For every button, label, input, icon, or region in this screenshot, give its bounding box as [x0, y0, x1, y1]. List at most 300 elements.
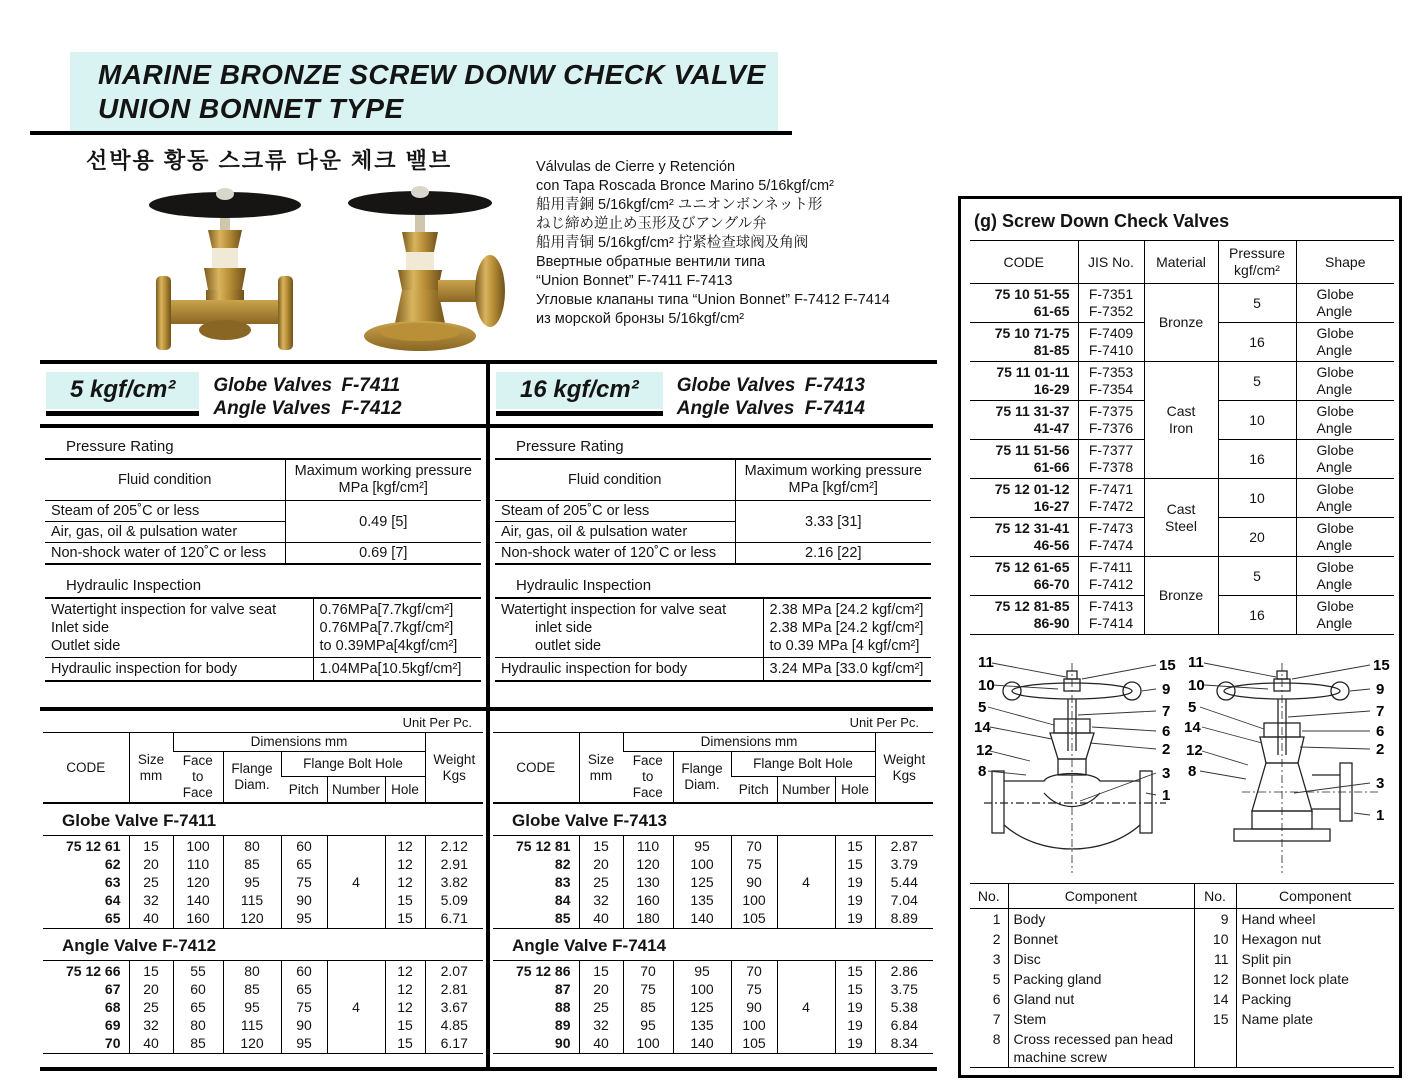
- component-no: 5: [992, 971, 1001, 987]
- text-line: 90: [554, 1035, 571, 1051]
- size-cell: [579, 836, 623, 929]
- text-line: Angle: [1316, 576, 1353, 592]
- text-line: 25: [593, 874, 609, 890]
- table-row: [970, 362, 1394, 401]
- text-line: Globe: [1316, 520, 1354, 536]
- material-cell: [1144, 362, 1218, 479]
- text-line: Angle: [1316, 342, 1353, 358]
- component-row: [970, 909, 1394, 930]
- component-no: [1194, 1029, 1236, 1068]
- angle-valve-photo: [348, 186, 505, 351]
- text-line: 12: [397, 963, 413, 979]
- text-line: 3.67: [440, 999, 468, 1015]
- text-line: 70: [746, 838, 762, 854]
- max-pressure-header: [285, 459, 481, 501]
- text-line: 15: [847, 981, 863, 997]
- pressure-value: 0.69 [7]: [285, 543, 481, 565]
- text-line: 100: [742, 892, 766, 908]
- text-line: 140: [690, 1035, 714, 1051]
- col-hole: Hole: [385, 777, 425, 803]
- text-line: 105: [742, 1035, 766, 1051]
- text-line: 70: [104, 1035, 121, 1051]
- text-line: 60: [190, 981, 206, 997]
- text-line: 41-47: [1033, 420, 1070, 436]
- text-line: 20: [593, 981, 609, 997]
- callout-number: 7: [1376, 703, 1385, 720]
- col-size: [579, 733, 623, 804]
- jis-cell: [1078, 518, 1144, 557]
- text-line: 87: [554, 981, 571, 997]
- callout-number: 12: [1186, 742, 1203, 759]
- text-line: 15: [847, 856, 863, 872]
- hole-cell: [835, 836, 875, 929]
- text-line: 6.71: [440, 910, 468, 926]
- number-cell: 4: [327, 961, 385, 1054]
- header-code: CODE: [970, 241, 1078, 284]
- text-line: 15: [593, 963, 609, 979]
- valve-diagrams: [970, 643, 1394, 881]
- valve-type-label: Angle Valves: [676, 398, 795, 419]
- col-dimensions: Dimensions mm: [623, 733, 875, 752]
- section-16kgf-dimensions: [490, 711, 933, 1063]
- col-pitch: Pitch: [288, 781, 319, 797]
- code-cell: [970, 401, 1078, 440]
- text-line: Angle: [1316, 615, 1353, 631]
- text-line: 40: [593, 1035, 609, 1051]
- callout-number: 10: [1188, 677, 1205, 694]
- text-line: 67: [104, 981, 121, 997]
- text-line: 25: [143, 874, 159, 890]
- body-inspection-label: Hydraulic inspection for body: [45, 658, 313, 682]
- text-line: Angle: [1316, 303, 1353, 319]
- text-line: 80: [244, 838, 260, 854]
- callout-number: 5: [978, 699, 987, 716]
- shape-cell: [1296, 401, 1394, 440]
- text-line: 70: [640, 963, 656, 979]
- title-underline: [30, 131, 792, 135]
- text-line: 95: [296, 1035, 312, 1051]
- jis-cell: [1078, 323, 1144, 362]
- code-cell: [970, 440, 1078, 479]
- callout-number: 1: [1376, 807, 1385, 824]
- text-line: 61-65: [1033, 303, 1070, 319]
- text-line: con Tapa Roscada Bronce Marino 5/16kgf/cm²: [536, 178, 834, 194]
- text-line: Inlet side: [51, 620, 110, 636]
- component-row: [970, 989, 1394, 1009]
- pressure-cell: 5: [1218, 362, 1296, 401]
- text-line: 100: [690, 981, 714, 997]
- text-line: 90: [746, 874, 762, 890]
- text-line: 110: [186, 856, 210, 872]
- pressure-cell: 10: [1218, 401, 1296, 440]
- text-line: MPa [kgf/cm²]: [338, 480, 428, 496]
- text-line: 16-29: [1033, 381, 1070, 397]
- text-line: 15: [143, 963, 159, 979]
- text-line: 19: [847, 892, 863, 908]
- section-5kgf: [40, 364, 486, 1067]
- rating-label: 16 kgf/cm²: [496, 372, 663, 409]
- text-line: 85: [190, 1035, 206, 1051]
- hydraulic-title: Hydraulic Inspection: [66, 577, 202, 594]
- callout-number: 3: [1376, 775, 1385, 792]
- text-line: Flange: [681, 761, 723, 776]
- callout-number: 14: [1184, 719, 1201, 736]
- text-line: Globe: [1316, 403, 1354, 419]
- text-line: 3.75: [890, 981, 918, 997]
- col-weight: [875, 733, 933, 804]
- component-name: Split pin: [1236, 949, 1394, 969]
- shape-cell: [1296, 596, 1394, 635]
- col-hole: Hole: [835, 777, 875, 803]
- max-pressure-header: [735, 459, 931, 501]
- text-line: 20: [593, 856, 609, 872]
- text-line: Face: [632, 753, 663, 768]
- fluid-row: Steam of 205˚C or less: [495, 501, 735, 522]
- pressure-cell: 5: [1218, 557, 1296, 596]
- text-line: 90: [296, 892, 312, 908]
- component-header-name: Component: [1236, 884, 1394, 909]
- component-header-no: No.: [970, 884, 1008, 909]
- text-line: 75 11 01-11: [996, 364, 1070, 380]
- shape-cell: [1296, 557, 1394, 596]
- code-cell: [43, 961, 129, 1054]
- text-line: “Union Bonnet” F-7411 F-7413: [536, 273, 733, 289]
- text-line: Face: [182, 785, 213, 800]
- unit-note: Unit Per Pc.: [849, 715, 919, 730]
- weight-cell: [875, 961, 933, 1054]
- callout-number: 11: [1188, 654, 1204, 671]
- col-code: CODE: [66, 759, 106, 775]
- text-line: Kgs: [442, 767, 466, 783]
- text-line: mm: [589, 767, 613, 783]
- text-line: 20: [143, 856, 159, 872]
- text-line: outlet side: [535, 638, 602, 654]
- code-first: 75 12 66: [66, 963, 121, 979]
- hydraulic-table: [495, 597, 931, 682]
- callout-number: 6: [1376, 723, 1385, 740]
- component-table: [970, 883, 1394, 1068]
- callout-number: 14: [974, 719, 991, 736]
- fluid-condition-header: Fluid condition: [495, 459, 735, 501]
- panel-title: (g) Screw Down Check Valves: [974, 211, 1230, 231]
- number-cell: 4: [777, 961, 835, 1054]
- code-cell: [970, 557, 1078, 596]
- text-line: 75: [296, 999, 312, 1015]
- text-line: F-7411: [1089, 559, 1133, 575]
- text-line: 100: [636, 1035, 660, 1051]
- callout-number: 3: [1162, 765, 1171, 782]
- text-line: 6.17: [440, 1035, 468, 1051]
- text-line: 4.85: [440, 1017, 468, 1033]
- component-row: [970, 969, 1394, 989]
- text-line: MPa [kgf/cm²]: [788, 480, 878, 496]
- component-name: Disc: [1008, 949, 1194, 969]
- col-face: [173, 752, 223, 804]
- flange-cell: [673, 836, 731, 929]
- globe-dimension-table: [493, 835, 933, 929]
- shape-cell: [1296, 518, 1394, 557]
- component-name: Packing: [1236, 989, 1394, 1009]
- text-line: Bronze: [1158, 314, 1204, 330]
- text-line: 65: [104, 910, 121, 926]
- text-line: 75 10 51-55: [994, 286, 1070, 302]
- text-line: Flange: [231, 761, 273, 776]
- text-line: F-7351: [1088, 286, 1134, 302]
- rating-label: 5 kgf/cm²: [46, 372, 199, 409]
- text-line: Weight: [883, 751, 926, 767]
- seat-inspection-label: [45, 598, 313, 658]
- component-no: 12: [1194, 969, 1236, 989]
- text-line: mm: [139, 767, 163, 783]
- fluid-row: Air, gas, oil & pulsation water: [45, 522, 285, 543]
- text-line: F-7353: [1088, 364, 1134, 380]
- text-line: 75: [296, 874, 312, 890]
- text-line: 25: [143, 999, 159, 1015]
- size-cell: [579, 961, 623, 1054]
- seat-inspection-value: [313, 598, 481, 658]
- callout-number: 9: [1162, 681, 1171, 698]
- text-line: F-7409: [1088, 325, 1134, 341]
- spec-grid: [40, 360, 937, 1071]
- valve-type-label: Globe Valves: [213, 375, 333, 396]
- component-no: 11: [1194, 949, 1236, 969]
- component-name: [1236, 1029, 1394, 1068]
- text-line: Угловые клапаны типа “Union Bonnet” F-7412 F-7414: [536, 292, 890, 308]
- text-line: 68: [104, 999, 121, 1015]
- pitch-cell: [281, 836, 327, 929]
- text-line: F-7413: [1088, 598, 1134, 614]
- text-line: Angle: [1316, 420, 1353, 436]
- text-line: Globe: [1316, 559, 1354, 575]
- text-line: 15: [397, 1017, 413, 1033]
- body-inspection-value: 1.04MPa[10.5kgf/cm²]: [313, 658, 481, 682]
- text-line: 100: [690, 856, 714, 872]
- text-line: Globe: [1316, 442, 1354, 458]
- pressure-cell: 16: [1218, 323, 1296, 362]
- text-line: 船用青銅 5/16kgf/cm² ユニオンボンネット形: [536, 197, 823, 213]
- weight-cell: [425, 961, 483, 1054]
- component-name: Hand wheel: [1236, 909, 1394, 930]
- col-size: [129, 733, 173, 804]
- header-shape: Shape: [1296, 241, 1394, 284]
- size-cell: [129, 836, 173, 929]
- table-subtitle: Globe Valve F-7411: [62, 811, 217, 830]
- text-line: 32: [143, 892, 159, 908]
- pressure-rating-table: [495, 458, 931, 565]
- component-no: 15: [1194, 1009, 1236, 1029]
- component-header-name: Component: [1008, 884, 1194, 909]
- component-header-no: No.: [1194, 884, 1236, 909]
- col-face: [623, 752, 673, 804]
- jis-cell: [1078, 401, 1144, 440]
- pressure-value: 0.49 [5]: [285, 501, 481, 543]
- code-first: 75 12 81: [516, 838, 571, 854]
- text-line: 15: [397, 1035, 413, 1051]
- text-line: 12: [397, 874, 413, 890]
- section-5kgf-header: [40, 364, 486, 428]
- text-line: Globe: [1316, 598, 1354, 614]
- text-line: 85: [554, 910, 571, 926]
- flange-cell: [223, 836, 281, 929]
- text-line: 120: [240, 910, 264, 926]
- text-line: 3.79: [890, 856, 918, 872]
- valve-photos: [120, 178, 530, 358]
- valve-photos-art: [120, 178, 530, 358]
- text-line: 7.04: [890, 892, 918, 908]
- text-line: 12: [397, 999, 413, 1015]
- text-line: F-7474: [1088, 537, 1134, 553]
- text-line: 120: [240, 1035, 264, 1051]
- text-line: 89: [554, 1017, 571, 1033]
- col-pitch: Pitch: [738, 781, 769, 797]
- code-rest: [495, 980, 571, 1052]
- valve-type-code: F-7414: [804, 398, 865, 419]
- text-line: 15: [143, 838, 159, 854]
- code-cell: [43, 836, 129, 929]
- code-first: 75 12 61: [66, 838, 121, 854]
- valve-type-code: F-7413: [804, 375, 865, 396]
- text-line: 75 12 31-41: [994, 520, 1070, 536]
- text-line: 5.44: [890, 874, 918, 890]
- text-line: to 0.39MPa[4kgf/cm²]: [319, 638, 458, 654]
- text-line: Steel: [1165, 517, 1197, 534]
- text-line: F-7410: [1088, 342, 1134, 358]
- text-line: Weight: [433, 751, 476, 767]
- seat-inspection-label: [495, 598, 763, 658]
- text-line: 90: [746, 999, 762, 1015]
- code-cell: [970, 596, 1078, 635]
- pressure-cell: 5: [1218, 284, 1296, 323]
- pressure-cell: 10: [1218, 479, 1296, 518]
- component-no: 8: [992, 1031, 1001, 1047]
- face-cell: [623, 836, 673, 929]
- text-line: 65: [190, 999, 206, 1015]
- text-line: to: [192, 769, 204, 784]
- text-line: 69: [104, 1017, 121, 1033]
- callout-number: 5: [1188, 699, 1197, 716]
- globe-valve-photo: [149, 188, 301, 350]
- section-5kgf-ratings: [40, 428, 486, 711]
- component-no: 9: [1194, 909, 1236, 930]
- material-cell: [1144, 284, 1218, 362]
- code-rest: [45, 980, 121, 1052]
- component-name: Packing gland: [1008, 969, 1194, 989]
- text-line: 61-66: [1033, 459, 1070, 475]
- title-line-1: MARINE BRONZE SCREW DONW CHECK VALVE: [98, 59, 766, 90]
- text-line: Angle: [1316, 537, 1353, 553]
- text-line: Face: [632, 785, 663, 800]
- text-line: 19: [847, 999, 863, 1015]
- text-line: 8.34: [890, 1035, 918, 1051]
- text-line: 110: [636, 838, 660, 854]
- text-line: 20: [143, 981, 159, 997]
- text-line: 75 12 81-85: [994, 598, 1070, 614]
- component-name: Name plate: [1236, 1009, 1394, 1029]
- text-line: 55: [190, 963, 206, 979]
- text-line: inlet side: [535, 620, 593, 636]
- text-line: 86-90: [1033, 615, 1070, 631]
- text-line: 95: [244, 999, 260, 1015]
- text-line: 88: [554, 999, 571, 1015]
- text-line: F-7412: [1088, 576, 1134, 592]
- table-subtitle: Globe Valve F-7413: [512, 811, 667, 830]
- code-cell: [970, 518, 1078, 557]
- pitch-cell: [731, 961, 777, 1054]
- text-line: 95: [296, 910, 312, 926]
- valve-type-list: [213, 372, 401, 420]
- text-line: 19: [847, 874, 863, 890]
- callout-number: 9: [1376, 681, 1385, 698]
- fluid-row: Non-shock water of 120˚C or less: [495, 543, 735, 565]
- col-bolt-hole: Flange Bolt Hole: [731, 752, 875, 777]
- pressure-value: 3.33 [31]: [735, 501, 931, 543]
- face-cell: [173, 961, 223, 1054]
- text-line: F-7472: [1088, 498, 1134, 514]
- col-flange: [673, 752, 731, 804]
- component-row: [970, 929, 1394, 949]
- text-line: 19: [847, 1035, 863, 1051]
- text-line: 32: [143, 1017, 159, 1033]
- text-line: 65: [296, 981, 312, 997]
- text-line: 100: [186, 838, 210, 854]
- component-no: 7: [992, 1011, 1001, 1027]
- text-line: 80: [244, 963, 260, 979]
- section-16kgf-header: [490, 364, 933, 428]
- text-line: 16-27: [1033, 498, 1070, 514]
- shape-cell: [1296, 323, 1394, 362]
- angle-dimension-table: [43, 960, 483, 1054]
- page-title: [70, 52, 778, 134]
- number-cell: 4: [327, 836, 385, 929]
- text-line: 115: [240, 892, 264, 908]
- text-line: kgf/cm²: [1234, 262, 1280, 278]
- text-line: 160: [636, 892, 660, 908]
- component-row: [970, 1029, 1394, 1068]
- text-line: 2.07: [440, 963, 468, 979]
- component-row: [970, 1009, 1394, 1029]
- text-line: 81-85: [1033, 342, 1070, 358]
- text-line: ねじ締め逆止め玉形及びアングル弁: [536, 216, 767, 232]
- code-cell: [970, 284, 1078, 323]
- text-line: 75 12 61-65: [994, 559, 1070, 575]
- text-line: 83: [554, 874, 571, 890]
- text-line: 2.86: [890, 963, 918, 979]
- text-line: Angle: [1316, 381, 1353, 397]
- text-line: 6.84: [890, 1017, 918, 1033]
- callout-number: 10: [978, 677, 995, 694]
- text-line: 75: [746, 856, 762, 872]
- text-line: 3.82: [440, 874, 468, 890]
- text-line: из морской бронзы 5/16kgf/cm²: [536, 311, 745, 327]
- text-line: 船用青铜 5/16kgf/cm² 拧紧检查球阀及角阀: [536, 235, 809, 251]
- title-line-2: UNION BONNET TYPE: [98, 93, 404, 124]
- text-line: F-7414: [1088, 615, 1134, 631]
- header-pressure: [1218, 241, 1296, 284]
- text-line: 46-56: [1033, 537, 1070, 553]
- text-line: 2.91: [440, 856, 468, 872]
- component-no: 10: [1194, 929, 1236, 949]
- valve-type-label: Globe Valves: [676, 375, 796, 396]
- component-name: Gland nut: [1008, 989, 1194, 1009]
- text-line: F-7354: [1088, 381, 1134, 397]
- callout-number: 7: [1162, 703, 1171, 720]
- code-reference-table: [970, 240, 1394, 635]
- pressure-cell: 16: [1218, 440, 1296, 479]
- text-line: 95: [694, 963, 710, 979]
- text-line: 95: [640, 1017, 656, 1033]
- unit-note: Unit Per Pc.: [402, 715, 472, 730]
- dimension-header-table: [43, 732, 483, 804]
